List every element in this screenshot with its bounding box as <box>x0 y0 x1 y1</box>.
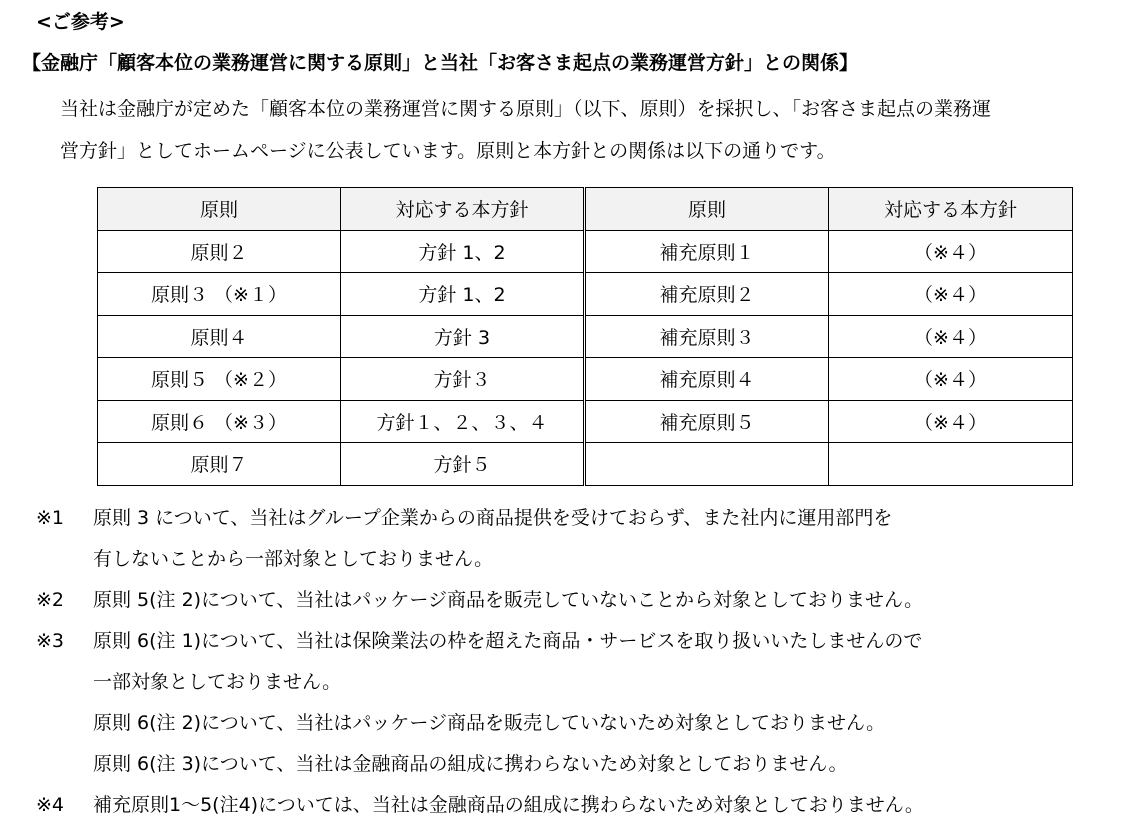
cell-supplementary-policy: （※４） <box>829 400 1073 443</box>
cell-supplementary-policy: （※４） <box>829 315 1073 358</box>
reference-heading: <ご参考> <box>36 11 125 33</box>
cell-policy: 方針３ <box>341 358 585 401</box>
intro-line: 当社は金融庁が定めた「顧客本位の業務運営に関する原則」（以下、原則）を採択し、「お客さま起点の業務運 <box>60 98 992 120</box>
footnote-mark: ※1 <box>36 507 65 529</box>
cell-policy: 方針 3 <box>341 315 585 358</box>
cell-supplementary-policy <box>829 443 1073 486</box>
cell-principle: 原則７ <box>98 443 341 486</box>
footnotes <box>36 498 1126 826</box>
table-row <box>98 315 1073 358</box>
footnote-line <box>36 744 1126 785</box>
table-header-row <box>98 188 1073 231</box>
header-policy-supplementary: 対応する本方針 <box>829 188 1073 231</box>
cell-principle: 原則３ （※１） <box>98 273 341 316</box>
cell-policy: 方針 1、2 <box>341 230 585 273</box>
footnote-line <box>36 785 1126 826</box>
footnote-line <box>36 498 1126 539</box>
cell-supplementary-principle: 補充原則２ <box>585 273 829 316</box>
footnote-mark: ※4 <box>36 794 65 816</box>
table-row <box>98 230 1073 273</box>
footnote-line <box>36 539 1126 580</box>
cell-supplementary-principle: 補充原則４ <box>585 358 829 401</box>
footnote-text: 原則 6(注 2)について、当社はパッケージ商品を販売していないため対象としておりません。 <box>93 712 886 734</box>
footnote-mark: ※3 <box>36 630 65 652</box>
table-row <box>98 273 1073 316</box>
cell-supplementary-policy: （※４） <box>829 358 1073 401</box>
footnote-text: 原則 6(注 1)について、当社は保険業法の枠を超えた商品・サービスを取り扱いいたしませんので <box>93 630 923 652</box>
footnote-text: 補充原則1～5(注4)については、当社は金融商品の組成に携わらないため対象としておりません。 <box>93 794 924 816</box>
footnote-line <box>36 662 1126 703</box>
cell-supplementary-principle: 補充原則１ <box>585 230 829 273</box>
cell-supplementary-policy: （※４） <box>829 273 1073 316</box>
cell-principle: 原則６ （※３） <box>98 400 341 443</box>
cell-principle: 原則５ （※２） <box>98 358 341 401</box>
cell-policy: 方針１、２、３、４ <box>341 400 585 443</box>
cell-principle: 原則４ <box>98 315 341 358</box>
principles-policy-table <box>97 187 1073 486</box>
header-policy: 対応する本方針 <box>341 188 585 231</box>
footnote-text: 原則 5(注 2)について、当社はパッケージ商品を販売していないことから対象としておりません。 <box>93 589 924 611</box>
cell-supplementary-principle <box>585 443 829 486</box>
footnote-text: 原則 6(注 3)について、当社は金融商品の組成に携わらないため対象としておりません。 <box>93 753 848 775</box>
footnote-line <box>36 580 1126 621</box>
header-principle-supplementary: 原則 <box>585 188 829 231</box>
footnote-line <box>36 703 1126 744</box>
intro-paragraph <box>60 88 1120 172</box>
footnote-text: 原則 3 について、当社はグループ企業からの商品提供を受けておらず、また社内に運用部門を <box>93 507 893 529</box>
footnote-mark: ※2 <box>36 589 65 611</box>
table-row <box>98 443 1073 486</box>
cell-policy: 方針５ <box>341 443 585 486</box>
footnote-line <box>36 621 1126 662</box>
cell-supplementary-policy: （※４） <box>829 230 1073 273</box>
table-row <box>98 358 1073 401</box>
footnote-text: 有しないことから一部対象としておりません。 <box>93 548 494 570</box>
header-principle: 原則 <box>98 188 341 231</box>
cell-supplementary-principle: 補充原則５ <box>585 400 829 443</box>
intro-line: 営方針」としてホームページに公表しています。原則と本方針との関係は以下の通りです。 <box>60 140 836 162</box>
cell-principle: 原則２ <box>98 230 341 273</box>
table-row <box>98 400 1073 443</box>
cell-supplementary-principle: 補充原則３ <box>585 315 829 358</box>
section-title: 【金融庁「顧客本位の業務運営に関する原則」と当社「お客さま起点の業務運営方針」との関係】 <box>22 52 859 74</box>
cell-policy: 方針 1、2 <box>341 273 585 316</box>
footnote-text: 一部対象としておりません。 <box>93 671 342 693</box>
